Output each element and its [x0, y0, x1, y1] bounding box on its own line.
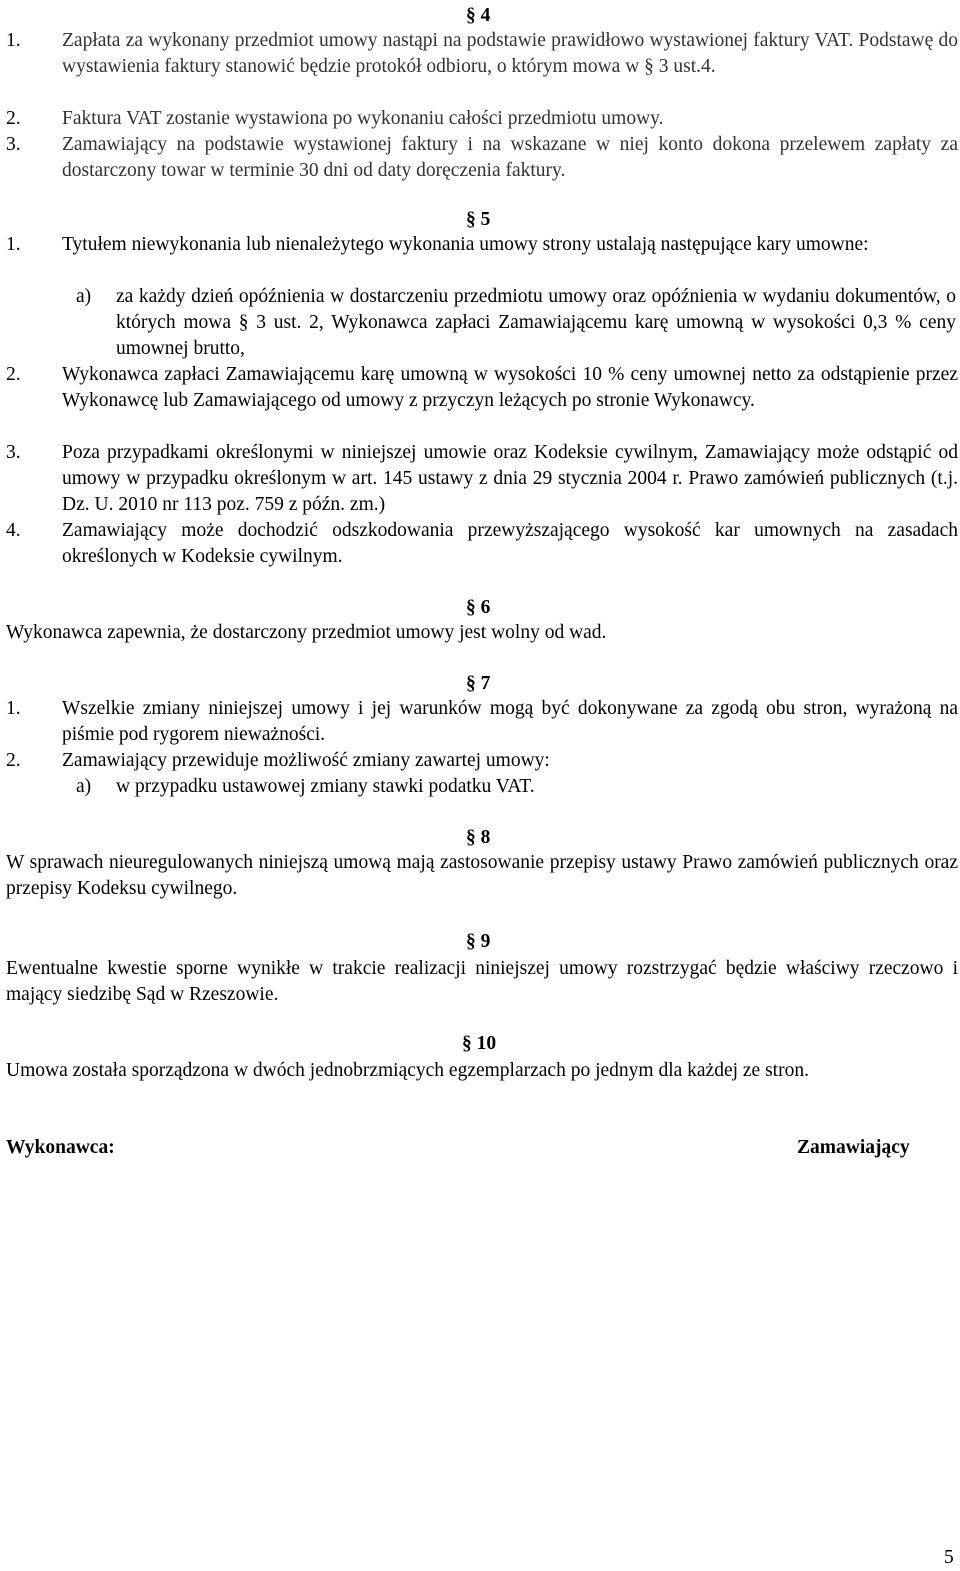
item-number: 1.: [6, 698, 21, 719]
item-text: Wszelkie zmiany niniejszej umowy i jej warunków mogą być dokonywane za zgodą obu stron, wyrażoną na piśmie pod rygorem nieważności.: [62, 698, 958, 745]
sub-item-text: za każdy dzień opóźnienia w dostarczeniu przedmiotu umowy oraz opóźnienia w wydaniu dokumentów, o których mowa § 3 ust. 2, Wykonawca zapłaci Zamawiającemu karę umowną w wysokości 0,3 % ceny umownej brutto,: [116, 286, 956, 359]
sub-item-text: w przypadku ustawowej zmiany stawki podatku VAT.: [116, 776, 535, 797]
signature-label-client: Zamawiający: [797, 1137, 910, 1158]
item-number: 4.: [6, 520, 21, 541]
section-10-heading: § 10: [462, 1033, 497, 1054]
item-text: Zamawiający może dochodzić odszkodowania przewyższającego wysokość kar umownych na zasadach określonych w Kodeksie cywilnym.: [62, 520, 958, 567]
item-text: Tytułem niewykonania lub nienależytego wykonania umowy strony ustalają następujące kary umowne:: [62, 234, 869, 255]
item-text: Wykonawca zapłaci Zamawiającemu karę umowną w wysokości 10 % ceny umownej netto za odstąpienie przez Wykonawcę lub Zamawiającego od umowy z przyczyn leżących po stronie Wykonawcy.: [62, 364, 958, 411]
sub-item-label: a): [76, 776, 92, 797]
page-number: 5: [944, 1547, 954, 1568]
paragraph: Wykonawca zapewnia, że dostarczony przedmiot umowy jest wolny od wad.: [6, 622, 607, 643]
item-number: 1.: [6, 30, 21, 51]
item-text: Zapłata za wykonany przedmiot umowy nastąpi na podstawie prawidłowo wystawionej faktury VAT. Podstawę do wystawienia faktury stanowić będzie protokół odbioru, o którym mowa w § 3 ust.4.: [62, 30, 958, 77]
section-5-heading: § 5: [466, 209, 491, 230]
section-4-heading: § 4: [466, 5, 491, 26]
item-text: Faktura VAT zostanie wystawiona po wykonaniu całości przedmiotu umowy.: [62, 108, 664, 129]
item-number: 3.: [6, 442, 21, 463]
item-text: Zamawiający przewiduje możliwość zmiany zawartej umowy:: [62, 750, 550, 771]
signature-label-contractor: Wykonawca:: [6, 1137, 115, 1158]
paragraph: W sprawach nieuregulowanych niniejszą umową mają zastosowanie przepisy ustawy Prawo zamówień publicznych oraz przepisy Kodeksu cywilnego.: [6, 852, 958, 899]
paragraph: Ewentualne kwestie sporne wynikłe w trakcie realizacji niniejszej umowy rozstrzygać będzie właściwy rzeczowo i mający siedzibę Sąd w Rzeszowie.: [6, 958, 958, 1005]
paragraph: Umowa została sporządzona w dwóch jednobrzmiących egzemplarzach po jednym dla każdej ze stron.: [6, 1060, 809, 1081]
section-7-heading: § 7: [466, 673, 491, 694]
item-number: 3.: [6, 134, 21, 155]
section-8-heading: § 8: [466, 827, 491, 848]
item-number: 2.: [6, 108, 21, 129]
sub-item-label: a): [76, 286, 92, 307]
item-number: 2.: [6, 364, 21, 385]
item-text: Poza przypadkami określonymi w niniejszej umowie oraz Kodeksie cywilnym, Zamawiający może odstąpić od umowy w przypadku określonym w art. 145 ustawy z dnia 29 stycznia 2004 r. Prawo zamówień publicznych (t.j. Dz. U. 2010 nr 113 poz. 759 z późn. zm.): [62, 442, 958, 515]
item-text: Zamawiający na podstawie wystawionej faktury i na wskazane w niej konto dokona przelewem zapłaty za dostarczony towar w terminie 30 dni od daty doręczenia faktury.: [62, 134, 958, 181]
section-9-heading: § 9: [466, 931, 491, 952]
item-number: 1.: [6, 234, 21, 255]
item-number: 2.: [6, 750, 21, 771]
section-6-heading: § 6: [466, 597, 491, 618]
